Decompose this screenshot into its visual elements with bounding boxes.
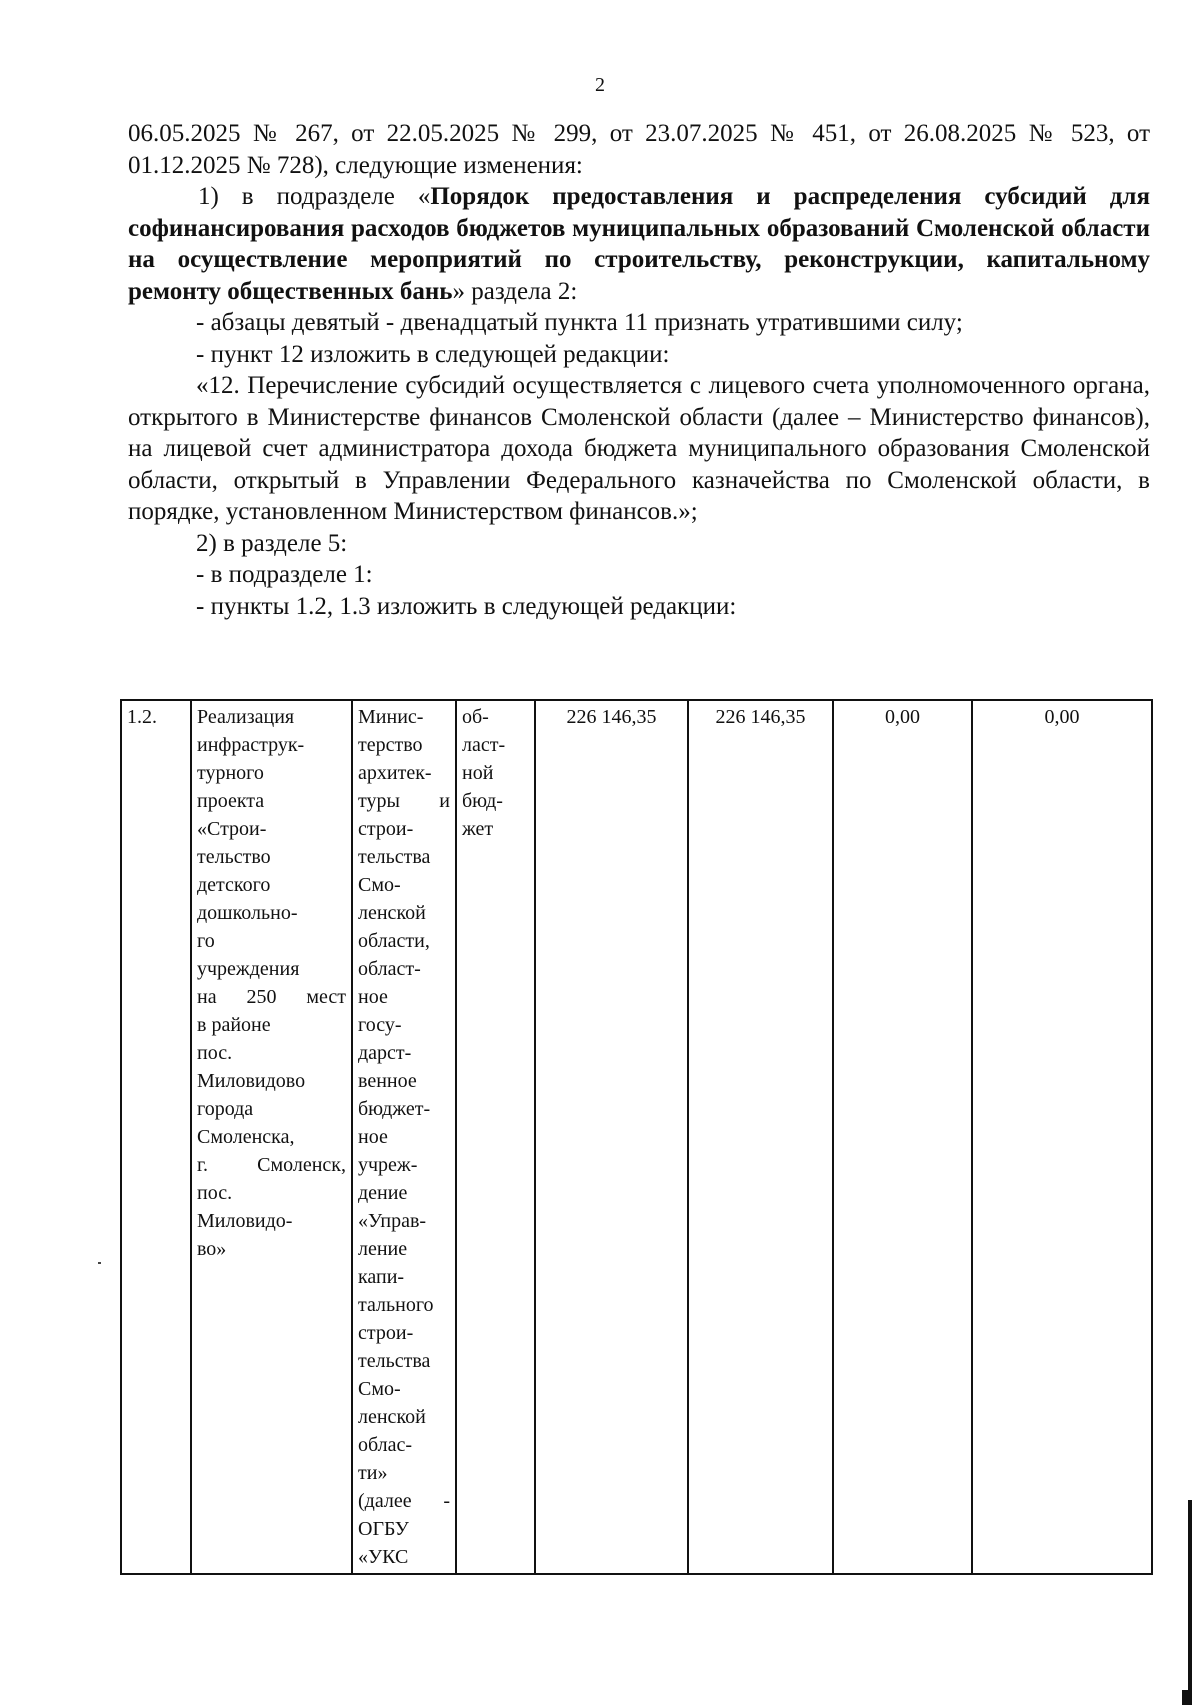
paragraph-continuation-line1: 06.05.2025 № 267, от 22.05.2025 № 299, от 23.07.2025 № 451, от 26.08.2025 № 523, от <box>128 120 1150 147</box>
cell-line: тального <box>358 1294 434 1316</box>
cell-line: «Управ- <box>358 1210 427 1232</box>
paragraph-points-intro: - пункты 1.2, 1.3 изложить в следующей редакции: <box>196 592 737 620</box>
cell-line: учреж- <box>358 1154 418 1176</box>
cell-line: терство <box>358 734 423 756</box>
item-1-suffix: » раздела 2: <box>452 277 578 305</box>
cell-line: жет <box>462 818 494 840</box>
cell-line: проекта <box>197 790 265 812</box>
cell-line: ласт- <box>462 734 506 756</box>
cell-line: пос. <box>197 1182 233 1204</box>
table-row <box>121 700 1152 1574</box>
cell-line: тельство <box>197 846 271 868</box>
cell-line: ное <box>358 1126 388 1148</box>
paragraph-item-2: 2) в разделе 5: <box>196 529 348 557</box>
paragraph-repeal: - абзацы девятый - двенадцатый пункта 11 признать утратившими силу; <box>196 309 963 336</box>
cell-line: области, <box>358 930 430 952</box>
cell-line: ленской <box>358 1406 426 1428</box>
cell-line: архитек- <box>358 762 432 784</box>
cell-year-1: 226 146,35 <box>688 700 833 1574</box>
cell-line: Миловидово <box>197 1070 306 1092</box>
cell-line: турного <box>197 762 264 784</box>
cell-line: капи- <box>358 1266 405 1288</box>
cell-line: пос. <box>197 1042 233 1064</box>
amendment-table <box>120 699 1153 1575</box>
cell-year-2: 0,00 <box>833 700 972 1574</box>
paragraph-subsection-1: - в подразделе 1: <box>196 561 373 588</box>
subsection-title: Порядок предоставления и распределения субсидий для софинансирования расходов бюджетов муниципальных образований Смоленской области на осуществление мероприятий по строительству, реконструкции, капитальному ремонту общественных бань <box>128 183 1150 305</box>
cell-funding-source <box>456 700 535 1574</box>
cell-line: ление <box>358 1238 408 1260</box>
cell-line: Минис- <box>358 706 424 728</box>
cell-line: Смо- <box>358 874 401 896</box>
cell-line: ной <box>462 762 494 784</box>
cell-executor <box>352 700 456 1574</box>
cell-line: ти» <box>358 1462 388 1484</box>
page-number: 2 <box>595 74 605 96</box>
cell-line: област- <box>358 958 421 980</box>
cell-project-name <box>191 700 352 1574</box>
cell-line: венное <box>358 1070 417 1092</box>
cell-line: инфраструк- <box>197 734 305 756</box>
cell-total: 226 146,35 <box>535 700 688 1574</box>
cell-line: ное <box>358 986 388 1008</box>
cell-line: города <box>197 1098 254 1120</box>
cell-line: об- <box>462 706 489 728</box>
cell-line: Смо- <box>358 1378 401 1400</box>
cell-line: госу- <box>358 1014 402 1036</box>
cell-line: строи- <box>358 1322 414 1344</box>
cell-line: Смоленска, <box>197 1126 295 1148</box>
cell-line: тельства <box>358 846 431 868</box>
cell-line: строи- <box>358 818 414 840</box>
cell-line: бюд- <box>462 790 503 812</box>
paragraph-point-12-intro: - пункт 12 изложить в следующей редакции: <box>196 340 670 368</box>
cell-line: дарст- <box>358 1042 412 1064</box>
item-1-prefix: 1) в подразделе « <box>198 183 431 210</box>
scan-speck <box>98 1262 101 1264</box>
cell-line: «Строи- <box>197 818 267 840</box>
cell-line: в районе <box>197 1014 271 1036</box>
cell-line: (далее - <box>358 1490 450 1512</box>
cell-line: ОГБУ <box>358 1518 409 1540</box>
cell-line: «УКС <box>358 1546 409 1568</box>
cell-line: детского <box>197 874 271 896</box>
cell-line: го <box>197 930 215 952</box>
scan-edge-mark-bottom <box>1182 1690 1192 1705</box>
cell-year-3: 0,00 <box>972 700 1152 1574</box>
cell-line: дение <box>358 1182 408 1204</box>
cell-line: бюджет- <box>358 1098 431 1120</box>
cell-line: дошкольно- <box>197 902 298 924</box>
cell-line: туры и <box>358 790 450 812</box>
cell-number: 1.2. <box>121 700 191 1574</box>
cell-line: облас- <box>358 1434 413 1456</box>
cell-line: на 250 мест <box>197 986 346 1008</box>
cell-line: г. Смоленск, <box>197 1154 346 1176</box>
cell-line: Миловидо- <box>197 1210 293 1232</box>
paragraph-item-1 <box>128 181 1150 307</box>
document-body <box>128 118 1150 622</box>
cell-line: Реализация <box>197 706 295 728</box>
cell-line: тельства <box>358 1350 431 1372</box>
paragraph-point-12-text: «12. Перечисление субсидий осуществляется с лицевого счета уполномоченного органа, открытого в Министерстве финансов Смоленской области (далее – Министерство финансов), на лицевой счет администратора дохода бюджета муниципального образования Смоленской области, открытый в Управлении Федерального казначейства по Смоленской области, в порядке, установленном Министерством финансов.»; <box>128 372 1150 525</box>
paragraph-continuation-line2: 01.12.2025 № 728), следующие изменения: <box>128 151 583 179</box>
cell-line: ленской <box>358 902 426 924</box>
scan-edge-mark <box>1188 1500 1192 1690</box>
cell-line: во» <box>197 1238 227 1260</box>
cell-line: учреждения <box>197 958 300 980</box>
